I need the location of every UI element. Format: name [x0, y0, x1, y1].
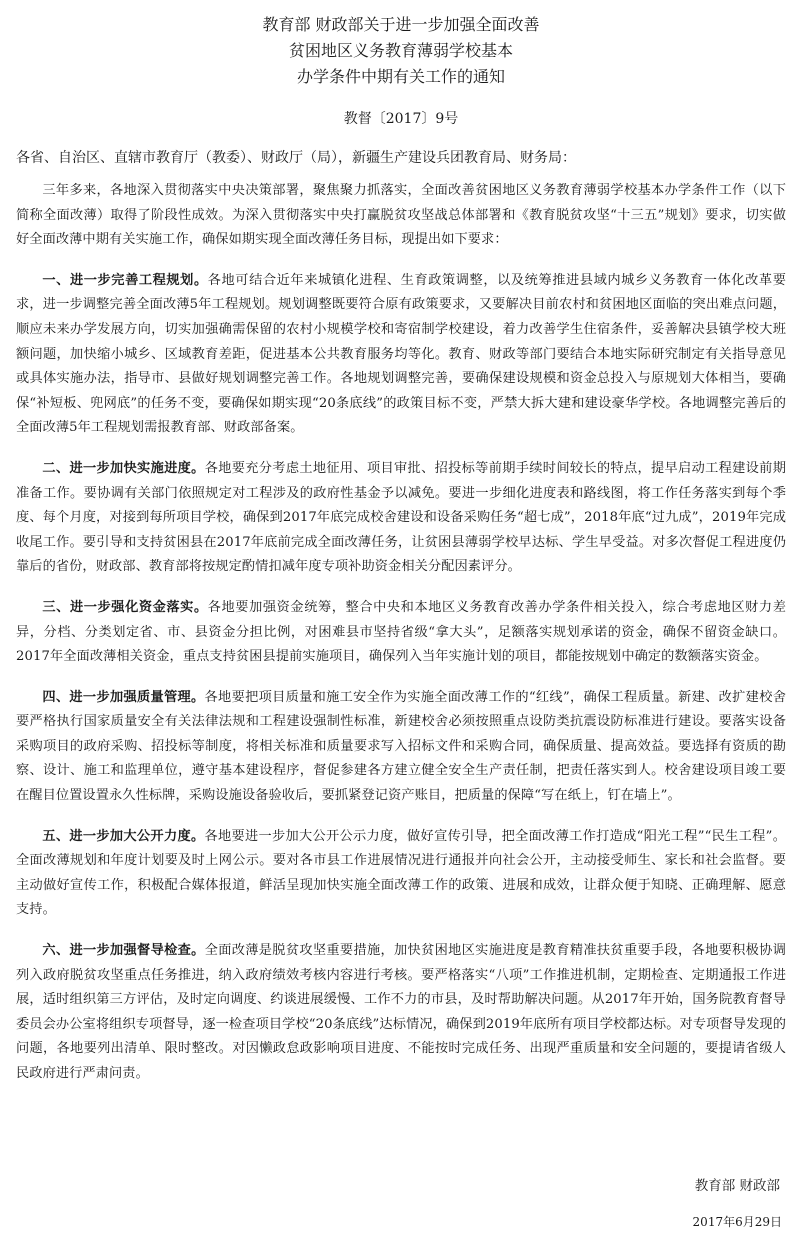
section-4-body: 各地要把项目质量和施工安全作为实施全面改薄工作的“红线”，确保工程质量。新建、改扩建校舍要严格执行国家质量安全有关法律法规和工程建设强制性标准，新建校舍必须按照重点设防类抗震设防标准进行建设。要落实设备采购项目的政府采购、招投标等制度，将相关标准和质量要求写入招标文件和采购合同，确保质量、提高效益。要选择有资质的勘察、设计、施工和监理单位，遵守基本建设程序，督促参建各方建立健全安全生产责任制，把责任落实到人。校舍建设项目竣工要在醒目位置设置永久性标牌，采购设施设备验收后，要抓紧登记资产账目，把质量的保障“写在纸上，钉在墙上”。 — [16, 689, 786, 804]
section-1 — [16, 269, 786, 441]
section-1-heading: 一、进一步完善工程规划。 — [42, 272, 208, 288]
issuer-signature: 教育部 财政部 — [694, 1178, 780, 1194]
section-1-body: 各地可结合近年来城镇化进程、生育政策调整，以及统筹推进县域内城乡义务教育一体化改革要求，进一步调整完善全面改薄5年工程规划。规划调整既要符合原有政策要求，又要解决目前农村和贫困地区面临的突出难点问题，顺应未来办学发展方向，切实加强确需保留的农村小规模学校和寄宿制学校建设，着力改善学生住宿条件，妥善解决县镇学校大班额问题，加快缩小城乡、区域教育差距，促进基本公共教育服务均等化。教育、财政等部门要结合本地实际研究制定有关指导意见或具体实施办法，指导市、县做好规划调整完善工作。各地规划调整完善，要确保建设规模和资金总投入与原规划大体相当，要确保“补短板、兜网底”的任务不变，要确保如期实现“20条底线”的政策目标不变，严禁大拆大建和建设豪华学校。各地调整完善后的全面改薄5年工程规划需报教育部、财政部备案。 — [16, 272, 786, 436]
issue-date: 2017年6月29日 — [692, 1215, 782, 1229]
section-6-body: 全面改薄是脱贫攻坚重要措施，加快贫困地区实施进度是教育精准扶贫重要手段，各地要积极协调列入政府脱贫攻坚重点任务推进，纳入政府绩效考核内容进行考核。要严格落实“八项”工作推进机制，定期检查、定期通报工作进展，适时组织第三方评估，及时定向调度、约谈进展缓慢、工作不力的市县，及时帮助解决问题。从2017年开始，国务院教育督导委员会办公室将组织专项督导，逐一检查项目学校“20条底线”达标情况，确保到2019年底所有项目学校都达标。对专项督导发现的问题，各地要列出清单、限时整改。对因懒政怠政影响项目进度、不能按时完成任务、出现严重质量和安全问题的，要提请省级人民政府进行严肃问责。 — [16, 943, 786, 1081]
section-2-heading: 二、进一步加快实施进度。 — [42, 460, 205, 476]
section-2-body: 各地要充分考虑土地征用、项目审批、招投标等前期手续时间较长的特点，提早启动工程建设前期准备工作。要协调有关部门依照规定对工程涉及的政府性基金予以减免。要进一步细化进度表和路线图，将工作任务落实到每个季度、每个月度，对接到每所项目学校，确保到2017年底完成校舍建设和设备采购任务“超七成”，2018年底“过九成”，2019年完成收尾工作。要引导和支持贫困县在2017年底前完成全面改薄任务，让贫困县薄弱学校早达标、学生早受益。对多次督促工程进度仍靠后的省份，财政部、教育部将按规定酌情扣减年度专项补助资金相关分配因素评分。 — [16, 460, 786, 575]
section-6-heading: 六、进一步加强督导检查。 — [42, 943, 205, 959]
section-3 — [16, 596, 786, 670]
section-5-heading: 五、进一步加大公开力度。 — [42, 828, 205, 844]
intro-paragraph: 三年多来，各地深入贯彻落实中央决策部署，聚焦聚力抓落实，全面改善贫困地区义务教育薄弱学校基本办学条件工作（以下简称全面改薄）取得了阶段性成效。为深入贯彻落实中央打赢脱贫攻坚战总体部署和《教育脱贫攻坚“十三五”规划》要求，切实做好全面改薄中期有关实施工作，确保如期实现全面改薄任务目标，现提出如下要求： — [16, 183, 786, 248]
section-2 — [16, 457, 786, 580]
section-4-heading: 四、进一步加强质量管理。 — [42, 689, 205, 705]
section-4 — [16, 686, 786, 809]
section-3-body: 各地要加强资金统筹，整合中央和本地区义务教育改善办学条件相关投入，综合考虑地区财力差异，分档、分类划定省、市、县资金分担比例，对困难县市坚持省级“拿大头”，足额落实规划承诺的资金，确保不留资金缺口。2017年全面改薄相关资金，重点支持贫困县提前实施项目，确保列入当年实施计划的项目，都能按规划中确定的数额落实资金。 — [16, 599, 786, 665]
title-line-1: 教育部 财政部关于进一步加强全面改善 — [262, 15, 540, 34]
title-line-2: 贫困地区义务教育薄弱学校基本 — [288, 41, 513, 60]
notice-document — [16, 12, 786, 1087]
section-5-body: 各地要进一步加大公开公示力度，做好宣传引导，把全面改薄工作打造成“阳光工程”“民生工程”。全面改薄规划和年度计划要及时上网公示。要对各市县工作进展情况进行通报并向社会公开，主动接受师生、家长和社会监督。要主动做好宣传工作，积极配合媒体报道，鲜活呈现加快实施全面改薄工作的政策、进展和成效，让群众便于知晓、正确理解、愿意支持。 — [16, 828, 787, 918]
title-line-3: 办学条件中期有关工作的通知 — [296, 67, 505, 86]
document-number: 教督〔2017〕9号 — [343, 111, 459, 127]
salutation: 各省、自治区、直辖市教育厅（教委）、财政厅（局），新疆生产建设兵团教育局、财务局： — [16, 150, 576, 166]
section-3-heading: 三、进一步强化资金落实。 — [42, 599, 208, 615]
section-6 — [16, 939, 786, 1087]
section-5 — [16, 825, 786, 923]
